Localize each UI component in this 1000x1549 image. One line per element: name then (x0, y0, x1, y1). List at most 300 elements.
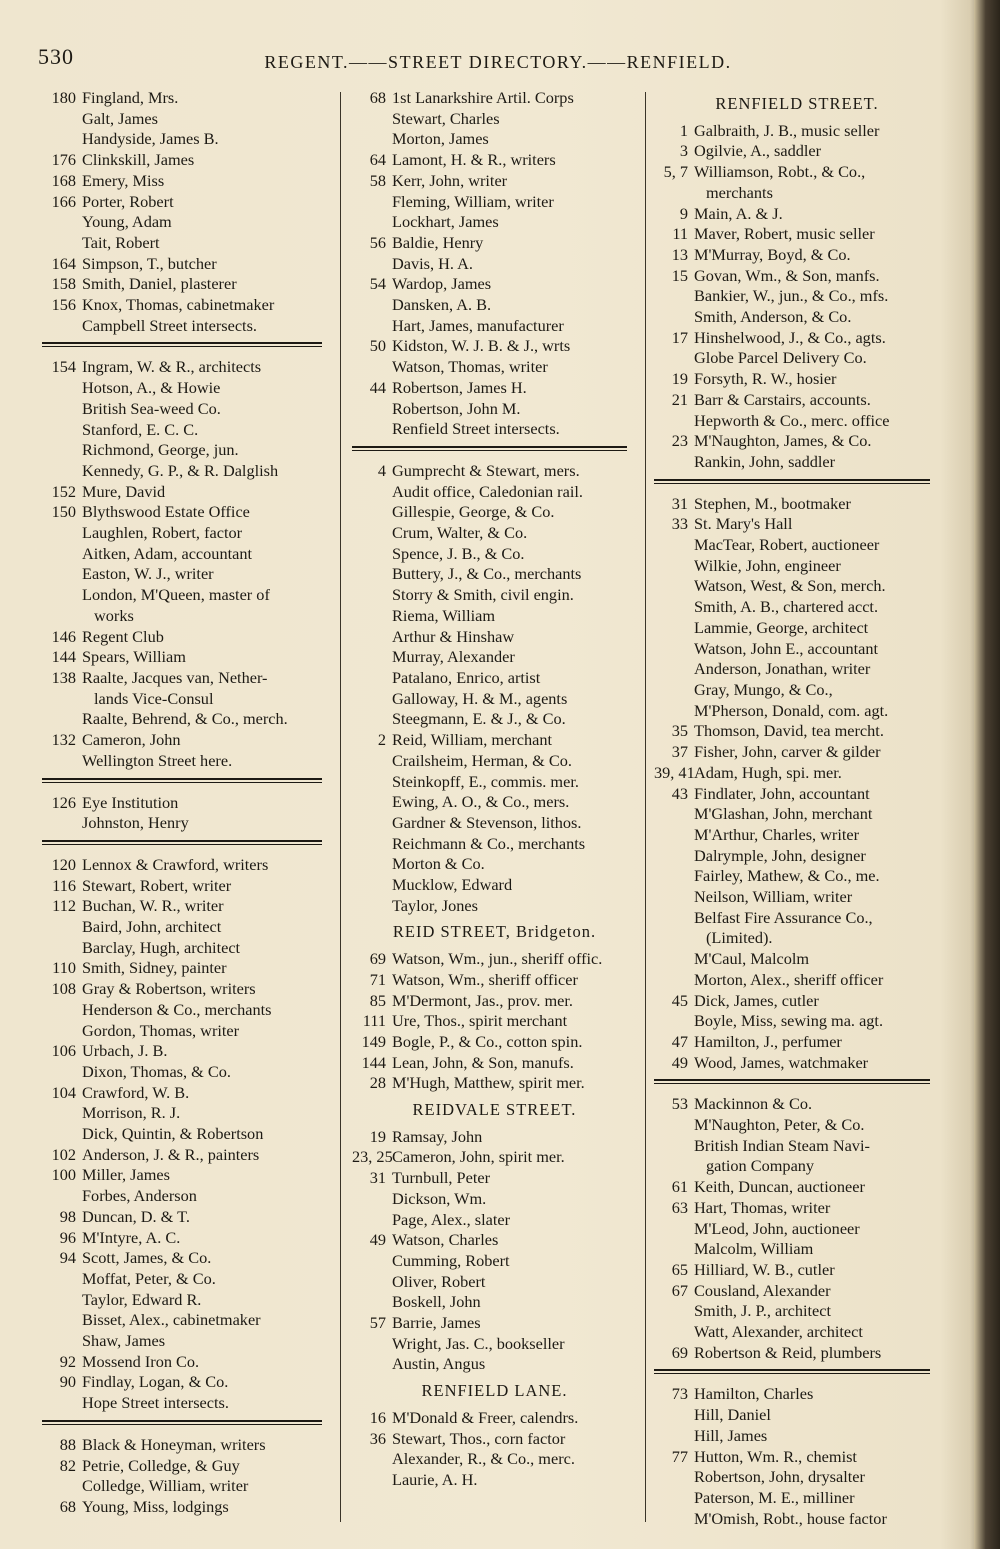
occupant-text: Ingram, W. & R., architects (82, 357, 262, 377)
section-rule (42, 778, 322, 783)
occupant-text: Forbes, Anderson (82, 1186, 197, 1206)
occupant-text: Raalte, Jacques van, Nether- (82, 667, 268, 687)
house-number (42, 420, 76, 441)
directory-entry (42, 1021, 332, 1042)
directory-entry (654, 328, 940, 349)
directory-entry (42, 1497, 332, 1518)
occupant-text: Morrison, R. J. (82, 1103, 181, 1123)
house-number: 126 (51, 792, 76, 812)
occupant-text: Taylor, Edward R. (82, 1289, 202, 1309)
directory-entry (42, 1083, 332, 1104)
occupant-text: Simpson, T., butcher (82, 253, 217, 273)
directory-entry (42, 1372, 332, 1393)
directory-entry (352, 1189, 637, 1210)
directory-entry (42, 938, 332, 959)
occupant-text: Galt, James (82, 108, 158, 128)
directory-entry (352, 1429, 637, 1450)
occupant-text: Watson, Charles (392, 1230, 499, 1250)
directory-entry (42, 606, 332, 627)
occupant-text: Gardner & Stevenson, lithos. (392, 812, 582, 832)
column-divider (645, 92, 646, 1522)
directory-entry (352, 192, 637, 213)
section-rule (654, 1369, 930, 1374)
directory-entry (352, 585, 637, 606)
house-number: 150 (51, 502, 76, 522)
house-number: 50 (369, 336, 386, 356)
directory-entry (42, 751, 332, 772)
house-number: 28 (369, 1073, 386, 1093)
directory-entry (654, 535, 940, 556)
occupant-text: Davis, H. A. (392, 253, 473, 273)
directory-entry (352, 1251, 637, 1272)
house-number (352, 1334, 386, 1355)
house-number: 16 (369, 1407, 386, 1427)
directory-entry (654, 576, 940, 597)
house-number (654, 908, 688, 929)
occupant-text: Boyle, Miss, sewing ma. agt. (694, 1011, 884, 1031)
house-number: 144 (51, 647, 76, 667)
directory-entry (654, 804, 940, 825)
directory-entry (352, 1053, 637, 1074)
occupant-text: Gordon, Thomas, writer (82, 1020, 240, 1040)
directory-entry (42, 233, 332, 254)
house-number (42, 606, 76, 627)
occupant-text: Johnston, Henry (82, 813, 189, 833)
occupant-text: St. Mary's Hall (694, 514, 793, 534)
occupant-text: Ewing, A. O., & Co., mers. (392, 792, 570, 812)
house-number: 85 (369, 990, 386, 1010)
occupant-text: Bogle, P., & Co., cotton spin. (392, 1031, 583, 1051)
directory-entry (654, 245, 940, 266)
directory-entry (42, 523, 332, 544)
occupant-text: Page, Alex., slater (392, 1209, 511, 1229)
house-number (352, 399, 386, 420)
column-1 (42, 88, 332, 1518)
house-number (654, 639, 688, 660)
occupant-text: Bisset, Alex., cabinetmaker (82, 1310, 261, 1330)
occupant-text: Smith, Anderson, & Co. (694, 307, 852, 327)
directory-entry (42, 1165, 332, 1186)
occupant-text: Boskell, John (392, 1292, 481, 1312)
occupant-text: Adam, Hugh, spi. mer. (694, 762, 842, 782)
house-number: 152 (51, 481, 76, 501)
house-number (352, 419, 386, 440)
occupant-text: Cameron, John, spirit mer. (392, 1147, 565, 1167)
house-number (352, 544, 386, 565)
house-number: 176 (51, 150, 76, 170)
house-number (352, 1449, 386, 1470)
house-number (352, 668, 386, 689)
directory-entry (42, 1207, 332, 1228)
directory-entry (654, 1260, 940, 1281)
occupant-text: Hart, James, manufacturer (392, 315, 564, 335)
occupant-text: Globe Parcel Delivery Co. (694, 348, 867, 368)
directory-entry (654, 1405, 940, 1426)
occupant-text: Mucklow, Edward (392, 875, 513, 895)
directory-entry (42, 378, 332, 399)
occupant-text: Robertson, John, drysalter (694, 1467, 865, 1487)
occupant-text: Lean, John, & Son, manufs. (392, 1052, 574, 1072)
directory-entry (352, 1210, 637, 1231)
directory-entry (654, 1343, 940, 1364)
occupant-text: Kerr, John, writer (392, 170, 508, 190)
directory-entry (654, 1281, 940, 1302)
directory-entry (654, 846, 940, 867)
house-number: 116 (52, 875, 76, 895)
house-number: 44 (369, 377, 386, 397)
directory-entry (352, 171, 637, 192)
directory-entry (352, 1011, 637, 1032)
house-number: 144 (361, 1052, 386, 1072)
occupant-text: Arthur & Hinshaw (392, 626, 515, 646)
house-number: 92 (59, 1351, 76, 1371)
house-number: 154 (51, 357, 76, 377)
occupant-text: London, M'Queen, master of (82, 585, 270, 605)
occupant-text: Hinshelwood, J., & Co., agts. (694, 327, 886, 347)
occupant-text: Govan, Wm., & Son, manfs. (694, 265, 880, 285)
directory-entry (352, 668, 637, 689)
house-number: 67 (671, 1280, 688, 1300)
house-number: 31 (369, 1168, 386, 1188)
directory-entry (42, 1248, 332, 1269)
directory-entry (42, 1145, 332, 1166)
directory-entry (352, 523, 637, 544)
house-number: 9 (679, 203, 688, 223)
occupant-text: Robertson, John M. (392, 398, 521, 418)
occupant-text: Dixon, Thomas, & Co. (82, 1061, 231, 1081)
directory-entry (654, 431, 940, 452)
occupant-text: Crum, Walter, & Co. (392, 523, 528, 543)
house-number (352, 109, 386, 130)
section-rule (42, 1420, 322, 1425)
occupant-text: M'Pherson, Donald, com. agt. (694, 700, 889, 720)
street-heading: REIDVALE STREET. (412, 1100, 577, 1120)
house-number (654, 1467, 688, 1488)
directory-entry (42, 1124, 332, 1145)
house-number (352, 1470, 386, 1491)
directory-entry (352, 419, 637, 440)
directory-entry (352, 357, 637, 378)
occupant-text: Hart, Thomas, writer (694, 1197, 831, 1217)
occupant-text: Cameron, John (82, 730, 181, 750)
directory-entry (42, 647, 332, 668)
house-number (352, 502, 386, 523)
directory-entry (654, 1156, 940, 1177)
house-number: 13 (671, 244, 688, 264)
directory-entry (352, 970, 637, 991)
occupant-text: Murray, Alexander (392, 647, 515, 667)
directory-entry (654, 494, 940, 515)
directory-entry (654, 1011, 940, 1032)
house-number (352, 875, 386, 896)
house-number: 49 (671, 1052, 688, 1072)
directory-entry (352, 1168, 637, 1189)
house-number: 1 (679, 120, 688, 140)
house-number (42, 689, 76, 710)
house-number (654, 970, 688, 991)
directory-entry (352, 896, 637, 917)
directory-entry (42, 793, 332, 814)
occupant-text: M'Glashan, John, merchant (694, 804, 873, 824)
house-number (654, 1301, 688, 1322)
directory-entry (654, 121, 940, 142)
occupant-text: Hill, James (694, 1425, 768, 1445)
directory-entry (654, 1198, 940, 1219)
occupant-text: Stewart, Robert, writer (82, 875, 232, 895)
directory-entry (42, 1310, 332, 1331)
directory-entry (42, 461, 332, 482)
house-number: 120 (51, 854, 76, 874)
occupant-text: Galbraith, J. B., music seller (694, 120, 880, 140)
directory-entry (42, 316, 332, 337)
occupant-text: Miller, James (82, 1165, 170, 1185)
house-number (352, 689, 386, 710)
house-number: 17 (671, 327, 688, 347)
house-number (654, 1219, 688, 1240)
section-rule (352, 446, 627, 451)
directory-entry (42, 357, 332, 378)
section-rule (654, 1079, 930, 1084)
directory-entry (654, 556, 940, 577)
occupant-text: Handyside, James B. (82, 129, 219, 149)
directory-entry (352, 813, 637, 834)
directory-entry (42, 1062, 332, 1083)
occupant-text: Colledge, William, writer (82, 1476, 249, 1496)
directory-entry (42, 544, 332, 565)
directory-entry (654, 1115, 940, 1136)
house-number (654, 1509, 688, 1530)
directory-entry (654, 970, 940, 991)
house-number (352, 1354, 386, 1375)
house-number (654, 1239, 688, 1260)
occupant-text: Fisher, John, carver & gilder (694, 742, 881, 762)
directory-entry (352, 772, 637, 793)
directory-entry (352, 1354, 637, 1375)
house-number: 77 (671, 1446, 688, 1466)
house-number (42, 585, 76, 606)
directory-entry (352, 502, 637, 523)
directory-entry (42, 502, 332, 523)
house-number: 37 (671, 742, 688, 762)
occupant-text: M'Intyre, A. C. (82, 1227, 181, 1247)
occupant-text: M'Donald & Freer, calendrs. (392, 1407, 579, 1427)
directory-entry (42, 1041, 332, 1062)
directory-entry (42, 689, 332, 710)
section-rule (42, 840, 322, 845)
house-number (42, 212, 76, 233)
house-number: 71 (369, 969, 386, 989)
occupant-text: Forsyth, R. W., hosier (694, 369, 837, 389)
directory-entry (42, 564, 332, 585)
occupant-text: Reichmann & Co., merchants (392, 833, 586, 853)
house-number (42, 233, 76, 254)
occupant-text: Porter, Robert (82, 191, 174, 211)
street-heading: REID STREET, Bridgeton. (392, 922, 597, 942)
directory-entry (42, 171, 332, 192)
directory-entry (42, 730, 332, 751)
directory-entry (654, 1177, 940, 1198)
house-number: 104 (51, 1082, 76, 1102)
occupant-text: Raalte, Behrend, & Co., merch. (82, 709, 288, 729)
directory-entry (352, 1230, 637, 1251)
directory-entry (654, 1136, 940, 1157)
house-number (42, 399, 76, 420)
directory-entry (654, 659, 940, 680)
street-heading: RENFIELD LANE. (421, 1381, 568, 1401)
occupant-text: Barrie, James (392, 1313, 481, 1333)
house-number: 111 (362, 1011, 386, 1031)
occupant-text: gation Company (706, 1156, 815, 1176)
occupant-text: Neilson, William, writer (694, 887, 853, 907)
house-number: 45 (671, 990, 688, 1010)
directory-entry (654, 639, 940, 660)
house-number (42, 1186, 76, 1207)
directory-entry (654, 348, 940, 369)
page-title: REGENT.——STREET DIRECTORY.——RENFIELD. (264, 52, 732, 72)
occupant-text: Stewart, Thos., corn factor (392, 1428, 566, 1448)
occupant-text: Ogilvie, A., saddler (694, 141, 822, 161)
occupant-text: Spence, J. B., & Co. (392, 543, 525, 563)
occupant-text: Lennox & Crawford, writers (82, 854, 269, 874)
directory-entry (42, 150, 332, 171)
occupant-text: Anderson, Jonathan, writer (694, 659, 871, 679)
occupant-text: Wood, James, watchmaker (694, 1052, 869, 1072)
occupant-text: Regent Club (82, 626, 164, 646)
book-binding-edge (974, 0, 1000, 1549)
directory-entry (654, 514, 940, 535)
house-number (352, 564, 386, 585)
occupant-text: M'Hugh, Matthew, spirit mer. (392, 1073, 585, 1093)
house-number: 100 (51, 1165, 76, 1185)
occupant-text: Campbell Street intersects. (82, 315, 257, 335)
occupant-text: Laurie, A. H. (392, 1470, 478, 1489)
house-number: 68 (59, 1497, 76, 1516)
house-number: 3 (679, 141, 688, 161)
house-number: 65 (671, 1259, 688, 1279)
occupant-text: Barr & Carstairs, accounts. (694, 389, 871, 409)
directory-entry (352, 150, 637, 171)
house-number (654, 1322, 688, 1343)
house-number (352, 813, 386, 834)
occupant-text: Fingland, Mrs. (82, 88, 179, 107)
house-number: 19 (671, 369, 688, 389)
directory-entry (654, 825, 940, 846)
house-number: 90 (59, 1372, 76, 1392)
occupant-text: Maver, Robert, music seller (694, 224, 875, 244)
directory-entry (42, 192, 332, 213)
directory-entry (42, 1331, 332, 1352)
house-number (654, 928, 688, 949)
directory-entry (352, 274, 637, 295)
house-number (352, 192, 386, 213)
directory-entry (42, 274, 332, 295)
house-number: 63 (671, 1197, 688, 1217)
directory-entry (654, 1301, 940, 1322)
directory-entry (42, 855, 332, 876)
house-number: 19 (369, 1126, 386, 1146)
house-number: 36 (369, 1428, 386, 1448)
directory-entry (352, 854, 637, 875)
directory-entry (42, 1228, 332, 1249)
occupant-text: Gray, Mungo, & Co., (694, 679, 833, 699)
occupant-text: Laughlen, Robert, factor (82, 523, 243, 543)
occupant-text: Lockhart, James (392, 212, 499, 232)
house-number (654, 411, 688, 432)
directory-entry (654, 266, 940, 287)
directory-entry (352, 647, 637, 668)
house-number (352, 1210, 386, 1231)
directory-entry (654, 1384, 940, 1405)
house-number (654, 887, 688, 908)
directory-entry (352, 1073, 637, 1094)
directory-entry (42, 295, 332, 316)
occupant-text: Wilkie, John, engineer (694, 555, 841, 575)
house-number (654, 1488, 688, 1509)
house-number (654, 183, 688, 204)
directory-entry (42, 254, 332, 275)
occupant-text: Easton, W. J., writer (82, 564, 214, 584)
occupant-text: Buttery, J., & Co., merchants (392, 564, 582, 584)
house-number: 164 (51, 253, 76, 273)
occupant-text: Thomson, David, tea mercht. (694, 721, 884, 741)
column-2 (352, 88, 637, 1491)
directory-entry (352, 792, 637, 813)
occupant-text: Hepworth & Co., merc. office (694, 410, 890, 430)
occupant-text: Robertson & Reid, plumbers (694, 1342, 882, 1362)
occupant-text: Duncan, D. & T. (82, 1206, 190, 1226)
occupant-text: Baldie, Henry (392, 232, 484, 252)
directory-entry (654, 307, 940, 328)
occupant-text: Austin, Angus (392, 1354, 486, 1374)
directory-entry (42, 917, 332, 938)
occupant-text: Gumprecht & Stewart, mers. (392, 460, 580, 480)
occupant-text: Spears, William (82, 647, 186, 667)
house-number: 23, 25 (352, 1147, 393, 1167)
house-number: 82 (59, 1455, 76, 1475)
house-number: 5, 7 (663, 162, 688, 182)
directory-entry (352, 1313, 637, 1334)
occupant-text: Watson, Thomas, writer (392, 357, 548, 377)
directory-entry (654, 1488, 940, 1509)
occupant-text: Anderson, J. & R., painters (82, 1144, 260, 1164)
directory-entry (42, 1352, 332, 1373)
occupant-text: Reid, William, merchant (392, 730, 553, 750)
house-number (42, 564, 76, 585)
house-number: 21 (671, 389, 688, 409)
occupant-text: Buchan, W. R., writer (82, 896, 224, 916)
house-number (654, 659, 688, 680)
street-heading: RENFIELD STREET. (715, 94, 879, 113)
house-number (654, 348, 688, 369)
directory-entry (654, 680, 940, 701)
house-number (654, 1115, 688, 1136)
occupant-text: Smith, J. P., architect (694, 1301, 832, 1321)
directory-entry (654, 991, 940, 1012)
occupant-text: M'Leod, John, auctioneer (694, 1218, 860, 1238)
occupant-text: Aitken, Adam, accountant (82, 543, 252, 563)
occupant-text: Wellington Street here. (82, 750, 233, 770)
directory-entry (42, 896, 332, 917)
house-number: 102 (51, 1144, 76, 1164)
house-number (42, 938, 76, 959)
directory-entry (654, 597, 940, 618)
directory-entry (352, 544, 637, 565)
directory-entry (42, 1269, 332, 1290)
occupant-text: Hamilton, J., perfumer (694, 1031, 842, 1051)
directory-entry (352, 875, 637, 896)
occupant-text: Scott, James, & Co. (82, 1248, 212, 1268)
house-number (352, 585, 386, 606)
